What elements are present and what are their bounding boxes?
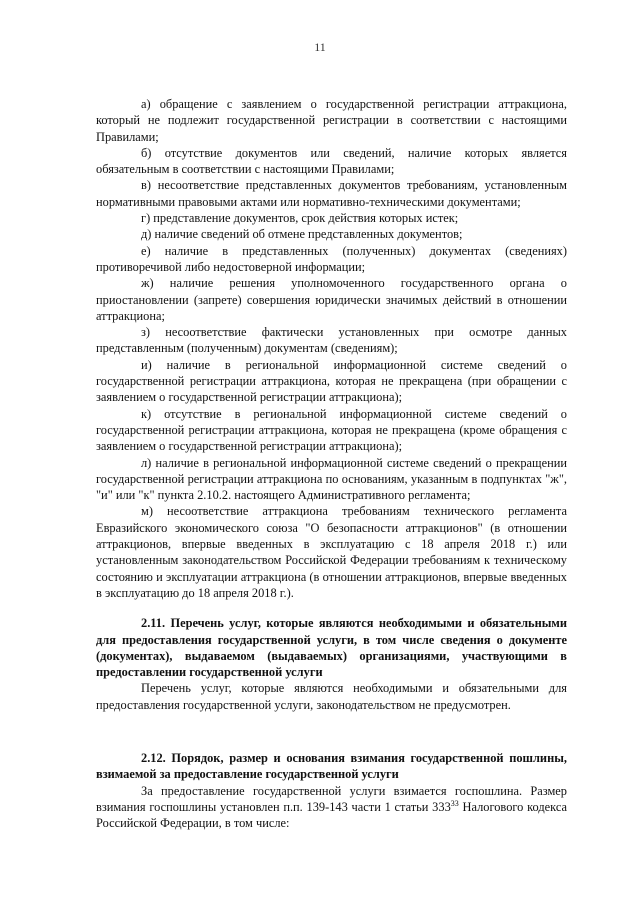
list-item: л) наличие в региональной информационной системе сведений о прекращении государственной регистрации аттракциона по основаниям, указанным в подпунктах "ж", "и" или "к" пункта 2.10.2. настоящего Административного регламента; [96, 455, 567, 503]
section-text-2-12 [96, 783, 567, 832]
list-item: е) наличие в представленных (полученных) документах (сведениях) противоречивой либо недостоверной информации; [96, 243, 567, 274]
list-item: а) обращение с заявлением о государственной регистрации аттракциона, который не подлежит государственной регистрации в соответствии с настоящими Правилами; [96, 97, 567, 144]
page-number: 11 [314, 40, 326, 54]
list-item: г) представление документов, срок действия которых истек; [141, 211, 459, 226]
section-text-2-11: Перечень услуг, которые являются необходимыми и обязательными для предоставления государственной услуги, законодательством не предусмотрен. [96, 681, 567, 712]
section-heading-2-12: 2.12. Порядок, размер и основания взимания государственной пошлины, взимаемой за предоставление государственной услуги [96, 750, 567, 782]
spacer [96, 713, 567, 750]
list-item: з) несоответствие фактически установленных при осмотре данных представленным (полученным) документам (сведениям); [96, 325, 567, 356]
section-heading-2-11: 2.11. Перечень услуг, которые являются необходимыми и обязательными для предоставления государственной услуги, в том числе сведения о документе (документах), выдаваемом (выдаваемых) организациями, участвующими в предоставлении государственной услуги [96, 616, 567, 680]
list-item: к) отсутствие в региональной информационной системе сведений о государственной регистрации аттракциона, которая не прекращена (кроме обращения с заявлением о государственной регистрации аттракциона); [96, 406, 567, 454]
spacer [96, 601, 567, 615]
list-item: м) несоответствие аттракциона требованиям технического регламента Евразийского экономического союза "О безопасности аттракционов" (в отношении аттракционов, впервые введенных в эксплуатацию с 18 апреля 2018 г.) или установленным законодательством Российской Федерации требованиям к техническому состоянию и эксплуатации аттракциона (в отношении аттракционов, впервые введенных в эксплуатацию до 18 апреля 2018 г.). [96, 504, 567, 600]
fee-text-end: Налогового кодекса Российской Федерации, в том числе: [96, 799, 567, 831]
list-item: д) наличие сведений об отмене представленных документов; [141, 227, 463, 242]
list-item: и) наличие в региональной информационной системе сведений о государственной регистрации аттракциона, которая не прекращена (при обращении с заявлением о государственной регистрации аттракциона); [96, 357, 567, 405]
list-item: в) несоответствие представленных документов требованиям, установленным нормативными правовыми актами или нормативно-техническими документами; [96, 178, 567, 209]
document-body [96, 96, 567, 831]
list-item: б) отсутствие документов или сведений, наличие которых является обязательным в соответствии с настоящими Правилами; [96, 145, 567, 177]
fee-text: За предоставление государственной услуги взимается госпошлина. Размер взимания госпошлины установлен п.п. 139-143 части 1 статьи 333 [96, 783, 567, 814]
footnote-superscript: 33 [450, 798, 459, 808]
list-item: ж) наличие решения уполномоченного государственного органа о приостановлении (запрете) совершения юридически значимых действий в отношении аттракциона; [96, 276, 567, 323]
